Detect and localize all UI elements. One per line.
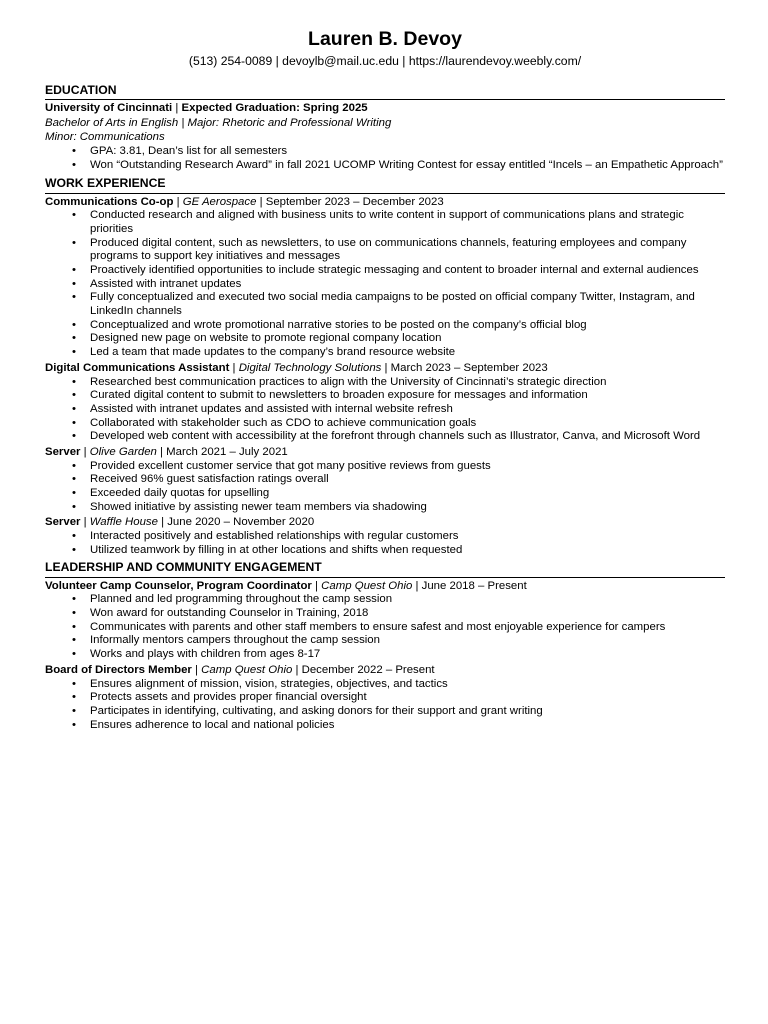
role-separator: | xyxy=(229,361,239,374)
section-title-education: EDUCATION xyxy=(45,83,725,100)
school-name: University of Cincinnati xyxy=(45,101,173,114)
role-bullets xyxy=(45,376,725,444)
bullet-icon: • xyxy=(72,158,76,171)
list-item xyxy=(45,634,725,648)
organization-name: Waffle House xyxy=(89,516,158,529)
bullet-text: Showed initiative by assisting newer team members via shadowing xyxy=(90,500,427,513)
role-separator: | xyxy=(256,195,266,208)
role-bullets xyxy=(45,460,725,515)
role-dates: September 2023 – December 2023 xyxy=(265,195,444,208)
bullet-text: Conceptualized and wrote promotional narrative stories to be posted on the company’s official blog xyxy=(90,318,587,331)
school-separator: | xyxy=(172,101,182,114)
bullet-text: Exceeded daily quotas for upselling xyxy=(90,487,270,500)
list-item xyxy=(45,209,725,236)
work-jobs xyxy=(45,196,725,558)
education-school-line xyxy=(45,102,725,116)
list-item xyxy=(45,473,725,487)
bullet-text: Curated digital content to submit to newsletters to broaden exposure for messages and information xyxy=(90,389,588,402)
bullet-text: Communicates with parents and other staff members to ensure safest and most enjoyable experience for campers xyxy=(90,620,666,633)
bullet-text: Utilized teamwork by filling in at other locations and shifts when requested xyxy=(90,543,463,556)
list-item xyxy=(45,389,725,403)
bullet-text: Received 96% guest satisfaction ratings overall xyxy=(90,473,329,486)
list-item xyxy=(45,237,725,264)
role-separator: | xyxy=(157,516,168,529)
bullet-icon: • xyxy=(72,543,76,556)
list-item xyxy=(45,544,725,558)
list-item xyxy=(45,648,725,662)
bullet-text: Ensures adherence to local and national policies xyxy=(90,718,335,731)
role-title: Volunteer Camp Counselor, Program Coordinator xyxy=(45,579,312,592)
role-dates: March 2023 – September 2023 xyxy=(390,361,548,374)
bullet-icon: • xyxy=(72,318,76,331)
work-section xyxy=(45,176,725,557)
bullet-icon: • xyxy=(72,291,76,304)
role-title: Digital Communications Assistant xyxy=(45,361,230,374)
bullet-text: Assisted with intranet updates xyxy=(90,277,242,290)
list-item xyxy=(45,719,725,733)
section-title-work: WORK EXPERIENCE xyxy=(45,176,725,193)
bullet-text: Ensures alignment of mission, vision, strategies, objectives, and tactics xyxy=(90,677,448,690)
list-item xyxy=(45,607,725,621)
list-item xyxy=(45,264,725,278)
role-line xyxy=(45,664,725,678)
bullet-text: Interacted positively and established relationships with regular customers xyxy=(90,530,459,543)
bullet-icon: • xyxy=(72,346,76,359)
role-title: Server xyxy=(45,516,81,529)
bullet-text: Designed new page on website to promote regional company location xyxy=(90,332,442,345)
bullet-text: Participates in identifying, cultivating, and asking donors for their support and grant writing xyxy=(90,704,543,717)
bullet-text: Conducted research and aligned with business units to write content in support of communications plans and strategic priorities xyxy=(90,209,684,235)
bullet-icon: • xyxy=(72,264,76,277)
role-title: Server xyxy=(45,445,81,458)
bullet-text: Proactively identified opportunities to include strategic messaging and content to broader internal and external audiences xyxy=(90,264,699,277)
resume-page xyxy=(45,28,725,732)
bullet-icon: • xyxy=(72,375,76,388)
bullet-icon: • xyxy=(72,389,76,402)
bullet-icon: • xyxy=(72,691,76,704)
minor-line: Minor: Communications xyxy=(45,131,165,144)
bullet-icon: • xyxy=(72,459,76,472)
list-item xyxy=(45,430,725,444)
education-bullets xyxy=(45,145,725,172)
bullet-text: Won award for outstanding Counselor in Training, 2018 xyxy=(90,607,369,620)
bullet-icon: • xyxy=(72,473,76,486)
bullet-icon: • xyxy=(72,648,76,661)
bullet-text: Assisted with intranet updates and assisted with internal website refresh xyxy=(90,402,453,415)
role-separator: | xyxy=(173,195,183,208)
organization-name: Olive Garden xyxy=(89,445,157,458)
bullet-icon: • xyxy=(72,677,76,690)
organization-name: Camp Quest Ohio xyxy=(201,663,293,676)
bullet-icon: • xyxy=(72,144,76,157)
role-bullets xyxy=(45,678,725,733)
bullet-icon: • xyxy=(72,704,76,717)
role-line xyxy=(45,516,725,530)
bullet-icon: • xyxy=(72,487,76,500)
bullet-icon: • xyxy=(72,718,76,731)
bullet-text: Researched best communication practices to align with the University of Cincinnati’s strategic direction xyxy=(90,375,607,388)
bullet-text: Fully conceptualized and executed two social media campaigns to be posted on official company Twitter, Instagram, and LinkedIn channels xyxy=(90,291,695,318)
role-separator: | xyxy=(381,361,391,374)
section-title-leadership: LEADERSHIP AND COMMUNITY ENGAGEMENT xyxy=(45,560,725,577)
bullet-icon: • xyxy=(72,607,76,620)
organization-name: GE Aerospace xyxy=(182,195,257,208)
list-item xyxy=(45,332,725,346)
bullet-icon: • xyxy=(72,236,76,249)
role-dates: June 2020 – November 2020 xyxy=(167,516,315,529)
role-dates: December 2022 – Present xyxy=(301,663,435,676)
bullet-icon: • xyxy=(72,416,76,429)
bullet-icon: • xyxy=(72,332,76,345)
list-item xyxy=(45,145,725,159)
bullet-icon: • xyxy=(72,277,76,290)
bullet-text: Works and plays with children from ages 8-17 xyxy=(90,648,321,661)
role-title: Communications Co-op xyxy=(45,195,174,208)
role-line xyxy=(45,446,725,460)
list-item xyxy=(45,678,725,692)
list-item xyxy=(45,460,725,474)
bullet-icon: • xyxy=(72,209,76,222)
degree-line: Bachelor of Arts in English | Major: Rhetoric and Professional Writing xyxy=(45,116,392,129)
role-bullets xyxy=(45,593,725,661)
list-item xyxy=(45,319,725,333)
bullet-text: Provided excellent customer service that got many positive reviews from guests xyxy=(90,459,491,472)
role-dates: June 2018 – Present xyxy=(421,579,527,592)
role-separator: | xyxy=(412,579,422,592)
list-item xyxy=(45,159,725,173)
education-section xyxy=(45,83,725,173)
leadership-section xyxy=(45,560,725,732)
organization-name: Digital Technology Solutions xyxy=(238,361,382,374)
role-separator: | xyxy=(311,579,322,592)
graduation-date: Expected Graduation: Spring 2025 xyxy=(181,101,368,114)
bullet-text: Collaborated with stakeholder such as CDO to achieve communication goals xyxy=(90,416,477,429)
candidate-name: Lauren B. Devoy xyxy=(308,28,462,50)
leadership-roles xyxy=(45,580,725,733)
role-bullets xyxy=(45,209,725,360)
bullet-text: Led a team that made updates to the company’s brand resource website xyxy=(90,346,456,359)
role-bullets xyxy=(45,530,725,557)
bullet-text: Planned and led programming throughout the camp session xyxy=(90,593,393,606)
list-item xyxy=(45,621,725,635)
bullet-text: Protects assets and provides proper financial oversight xyxy=(90,691,367,704)
list-item xyxy=(45,530,725,544)
list-item xyxy=(45,705,725,719)
bullet-icon: • xyxy=(72,430,76,443)
role-separator: | xyxy=(80,445,90,458)
bullet-icon: • xyxy=(72,620,76,633)
bullet-icon: • xyxy=(72,402,76,415)
role-line xyxy=(45,362,725,376)
list-item xyxy=(45,691,725,705)
bullet-text: Developed web content with accessibility at the forefront through channels such as Illustrator, Canva, and Microsoft Word xyxy=(90,430,701,443)
organization-name: Camp Quest Ohio xyxy=(321,579,413,592)
bullet-text: GPA: 3.81, Dean’s list for all semesters xyxy=(90,144,288,157)
list-item xyxy=(45,593,725,607)
bullet-text: Informally mentors campers throughout the camp session xyxy=(90,634,380,647)
role-line xyxy=(45,196,725,210)
bullet-text: Won “Outstanding Research Award” in fall 2021 UCOMP Writing Contest for essay entitled “Incels – an Empathetic Approach” xyxy=(90,158,723,171)
list-item xyxy=(45,376,725,390)
contact-line: (513) 254-0089 | devoylb@mail.uc.edu | https://laurendevoy.weebly.com/ xyxy=(188,54,582,69)
bullet-icon: • xyxy=(72,634,76,647)
list-item xyxy=(45,487,725,501)
bullet-text: Produced digital content, such as newsletters, to use on communications channels, featuring employees and company programs to support key initiatives and messages xyxy=(90,236,687,263)
list-item xyxy=(45,403,725,417)
role-dates: March 2021 – July 2021 xyxy=(166,445,288,458)
role-title: Board of Directors Member xyxy=(45,663,192,676)
bullet-icon: • xyxy=(72,593,76,606)
role-separator: | xyxy=(292,663,302,676)
role-separator: | xyxy=(191,663,202,676)
list-item xyxy=(45,291,725,318)
bullet-icon: • xyxy=(72,500,76,513)
list-item xyxy=(45,417,725,431)
list-item xyxy=(45,501,725,515)
role-line xyxy=(45,580,725,594)
role-separator: | xyxy=(80,516,90,529)
bullet-icon: • xyxy=(72,530,76,543)
list-item xyxy=(45,278,725,292)
list-item xyxy=(45,346,725,360)
role-separator: | xyxy=(156,445,167,458)
